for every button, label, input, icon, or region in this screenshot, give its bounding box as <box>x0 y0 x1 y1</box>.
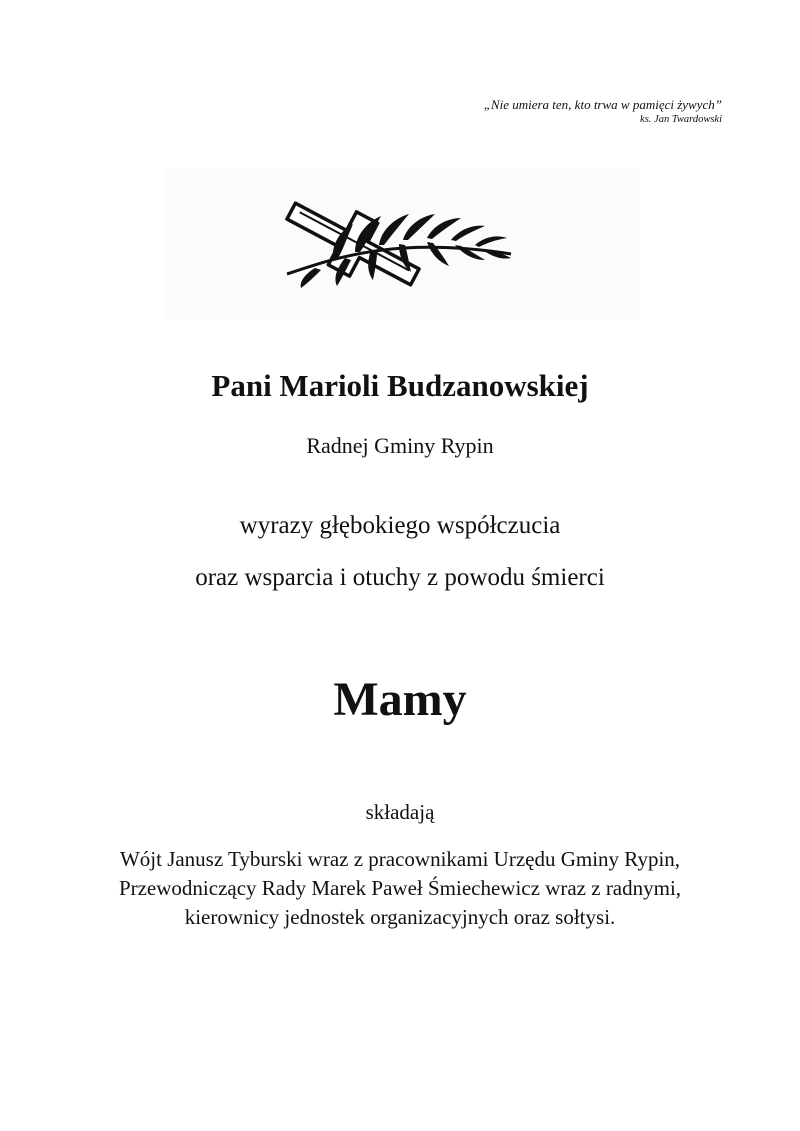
epigraph-author: ks. Jan Twardowski <box>640 114 722 125</box>
epigraph <box>484 96 722 127</box>
epigraph-quote: „Nie umiera ten, kto trwa w pamięci żywych” <box>483 97 722 112</box>
sender-line: Przewodniczący Rady Marek Paweł Śmiechewicz wraz z radnymi, <box>118 876 682 900</box>
sender-line: Wójt Janusz Tyburski wraz z pracownikami Urzędu Gminy Rypin, <box>119 847 681 871</box>
recipient-name: Pani Marioli Budzanowskiej <box>211 368 589 403</box>
senders-block <box>0 845 800 932</box>
cross-with-palm-branch-icon <box>275 200 535 288</box>
closing-verb: składają <box>365 800 435 824</box>
sympathy-line-1: wyrazy głębokiego współczucia <box>239 512 561 539</box>
deceased-title: Mamy <box>333 673 467 726</box>
recipient-role: Radnej Gminy Rypin <box>306 433 494 458</box>
emblem-panel <box>165 168 640 320</box>
sympathy-line-2: oraz wsparcia i otuchy z powodu śmierci <box>195 564 605 591</box>
sender-line: kierownicy jednostek organizacyjnych oraz sołtysi. <box>184 905 616 929</box>
